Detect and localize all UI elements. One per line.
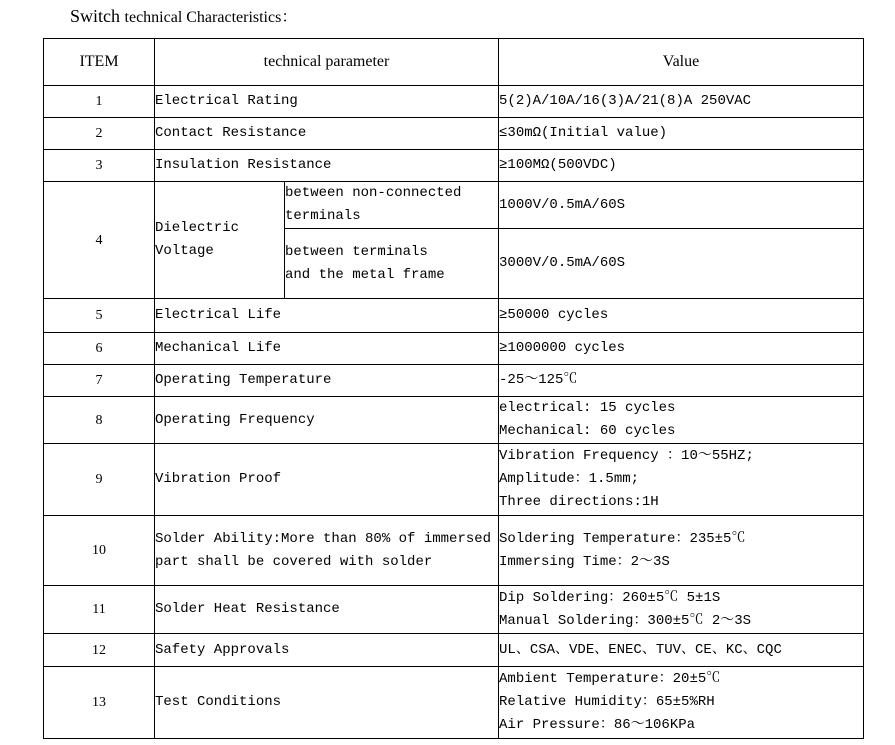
param-cell: Contact Resistance xyxy=(155,118,499,150)
sub-param-line: between terminals xyxy=(285,243,428,260)
item-number: 10 xyxy=(44,516,155,586)
value-line: Three directions:1H xyxy=(499,494,659,510)
sub-param-line: between non-connected xyxy=(285,185,462,201)
value-cell: 3000V/0.5mA/60S xyxy=(499,229,864,299)
item-number: 4 xyxy=(44,182,155,299)
value-line: Manual Soldering：300±5℃ 2～3S xyxy=(499,612,752,629)
value-line: Ambient Temperature：20±5℃ xyxy=(499,671,721,687)
value-cell: ≤30mΩ(Initial value) xyxy=(499,118,864,150)
item-number: 6 xyxy=(44,333,155,365)
value-cell: 1000V/0.5mA/60S xyxy=(499,182,864,229)
header-param: technical parameter xyxy=(155,39,499,86)
item-number: 5 xyxy=(44,299,155,333)
param-cell: Insulation Resistance xyxy=(155,150,499,182)
param-line: part shall be covered with solder xyxy=(155,553,433,570)
table-row xyxy=(44,444,864,516)
header-item: ITEM xyxy=(44,39,155,86)
table-row xyxy=(44,397,864,444)
table-row xyxy=(44,516,864,586)
table-row xyxy=(44,182,864,229)
table-row xyxy=(44,667,864,739)
value-cell xyxy=(499,444,864,516)
param-cell: Mechanical Life xyxy=(155,333,499,365)
item-number: 11 xyxy=(44,586,155,634)
sub-param-line: terminals xyxy=(285,208,361,224)
param-line: Solder Ability:More than 80% of immersed xyxy=(155,530,492,547)
item-number: 9 xyxy=(44,444,155,516)
header-row xyxy=(44,39,864,86)
param-cell: Solder Heat Resistance xyxy=(155,586,499,634)
value-cell xyxy=(499,667,864,739)
table-row xyxy=(44,299,864,333)
param-cell: Vibration Proof xyxy=(155,444,499,516)
param-cell: Safety Approvals xyxy=(155,634,499,667)
header-value: Value xyxy=(499,39,864,86)
item-number: 13 xyxy=(44,667,155,739)
value-line: Soldering Temperature：235±5℃ xyxy=(499,530,746,547)
table-row xyxy=(44,86,864,118)
value-line: Amplitude：1.5mm; xyxy=(499,471,640,487)
title-rest: technical Characteristics： xyxy=(124,9,298,26)
table-row xyxy=(44,586,864,634)
param-cell: Operating Temperature xyxy=(155,365,499,397)
param-cell: Operating Frequency xyxy=(155,397,499,444)
table-row xyxy=(44,333,864,365)
item-number: 7 xyxy=(44,365,155,397)
item-number: 2 xyxy=(44,118,155,150)
value-line: Relative Humidity：65±5%RH xyxy=(499,694,715,710)
value-line: Mechanical: 60 cycles xyxy=(499,423,676,439)
param-cell xyxy=(155,516,499,586)
value-line: Vibration Frequency ：10～55HZ; xyxy=(499,448,754,464)
value-line: electrical: 15 cycles xyxy=(499,400,676,416)
value-cell: UL、CSA、VDE、ENEC、TUV、CE、KC、CQC xyxy=(499,634,864,667)
param-cell: Dielectric Voltage xyxy=(155,182,285,299)
document-title xyxy=(70,4,297,27)
value-cell xyxy=(499,516,864,586)
param-cell: Test Conditions xyxy=(155,667,499,739)
param-cell: Electrical Life xyxy=(155,299,499,333)
value-cell xyxy=(499,586,864,634)
value-cell: -25～125℃ xyxy=(499,365,864,397)
value-cell: ≥100MΩ(500VDC) xyxy=(499,150,864,182)
title-lead: Switch xyxy=(70,6,121,26)
item-number: 12 xyxy=(44,634,155,667)
item-number: 1 xyxy=(44,86,155,118)
table-row xyxy=(44,634,864,667)
spec-table xyxy=(43,38,864,739)
item-number: 3 xyxy=(44,150,155,182)
value-cell: 5(2)A/10A/16(3)A/21(8)A 250VAC xyxy=(499,86,864,118)
value-line: Air Pressure：86～106KPa xyxy=(499,717,696,733)
item-number: 8 xyxy=(44,397,155,444)
value-cell xyxy=(499,397,864,444)
sub-param-cell xyxy=(285,229,499,299)
value-line: Dip Soldering：260±5℃ 5±1S xyxy=(499,589,721,606)
param-cell: Electrical Rating xyxy=(155,86,499,118)
value-cell: ≥50000 cycles xyxy=(499,299,864,333)
table-row xyxy=(44,365,864,397)
table-row xyxy=(44,150,864,182)
sub-param-cell xyxy=(285,182,499,229)
value-line: Immersing Time：2～3S xyxy=(499,553,670,570)
table-row xyxy=(44,118,864,150)
value-cell: ≥1000000 cycles xyxy=(499,333,864,365)
sub-param-line: and the metal frame xyxy=(285,266,445,283)
